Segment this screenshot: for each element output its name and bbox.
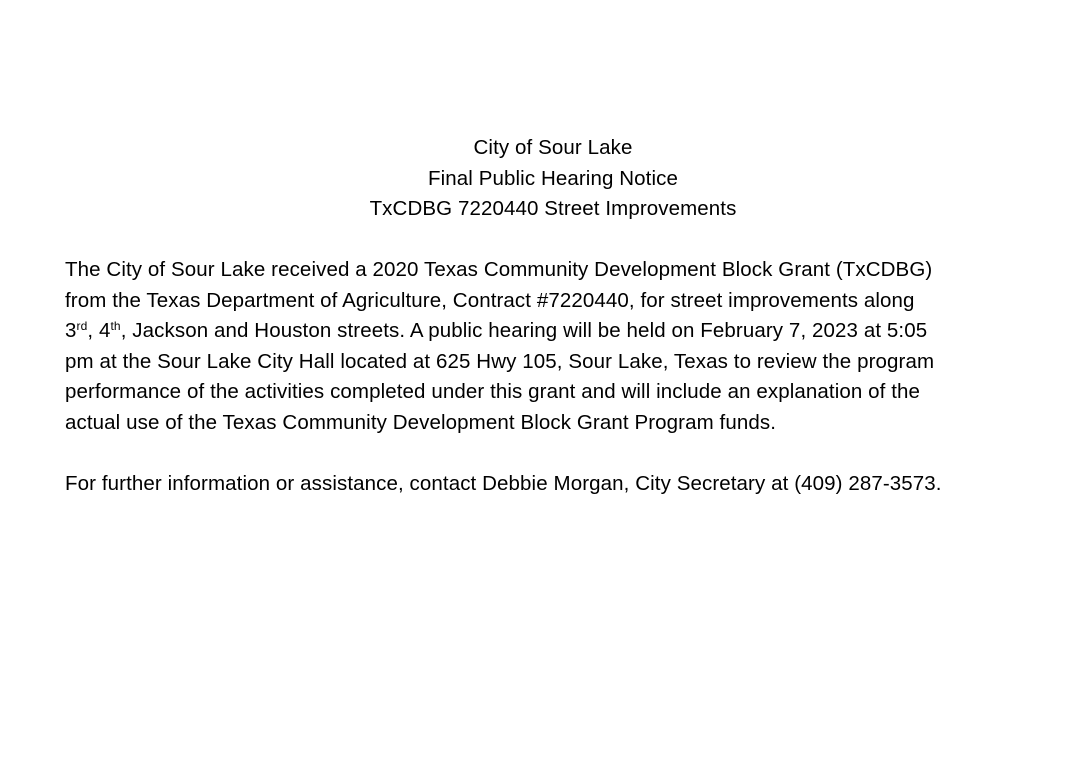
- body-line-5: performance of the activities completed under this grant and will include an explanation of the: [65, 380, 921, 404]
- street-number-3: 3: [65, 319, 77, 343]
- body-line-4: pm at the Sour Lake City Hall located at 625 Hwy 105, Sour Lake, Texas to review the program: [65, 349, 935, 373]
- body-line-3: [65, 316, 1055, 347]
- notice-body-paragraph: [65, 255, 1055, 439]
- contact-line: For further information or assistance, contact Debbie Morgan, City Secretary at (409) 287-3573.: [65, 472, 942, 495]
- notice-header: [0, 133, 1081, 225]
- city-name: City of Sour Lake: [473, 136, 633, 159]
- notice-title: Final Public Hearing Notice: [428, 166, 678, 190]
- street-number-4: , 4: [87, 319, 111, 343]
- ordinal-suffix-rd: rd: [76, 319, 88, 334]
- body-line-1: The City of Sour Lake received a 2020 Texas Community Development Block Grant (TxCDBG): [65, 258, 933, 281]
- contact-paragraph: [65, 469, 1055, 500]
- ordinal-suffix-th: th: [110, 319, 121, 334]
- body-line-2: from the Texas Department of Agriculture, Contract #7220440, for street improvements along: [65, 288, 915, 312]
- body-line-6: actual use of the Texas Community Development Block Grant Program funds.: [65, 410, 776, 434]
- project-title: TxCDBG 7220440 Street Improvements: [369, 197, 737, 221]
- body-line-3-rest: , Jackson and Houston streets. A public hearing will be held on February 7, 2023 at 5:05: [120, 319, 928, 343]
